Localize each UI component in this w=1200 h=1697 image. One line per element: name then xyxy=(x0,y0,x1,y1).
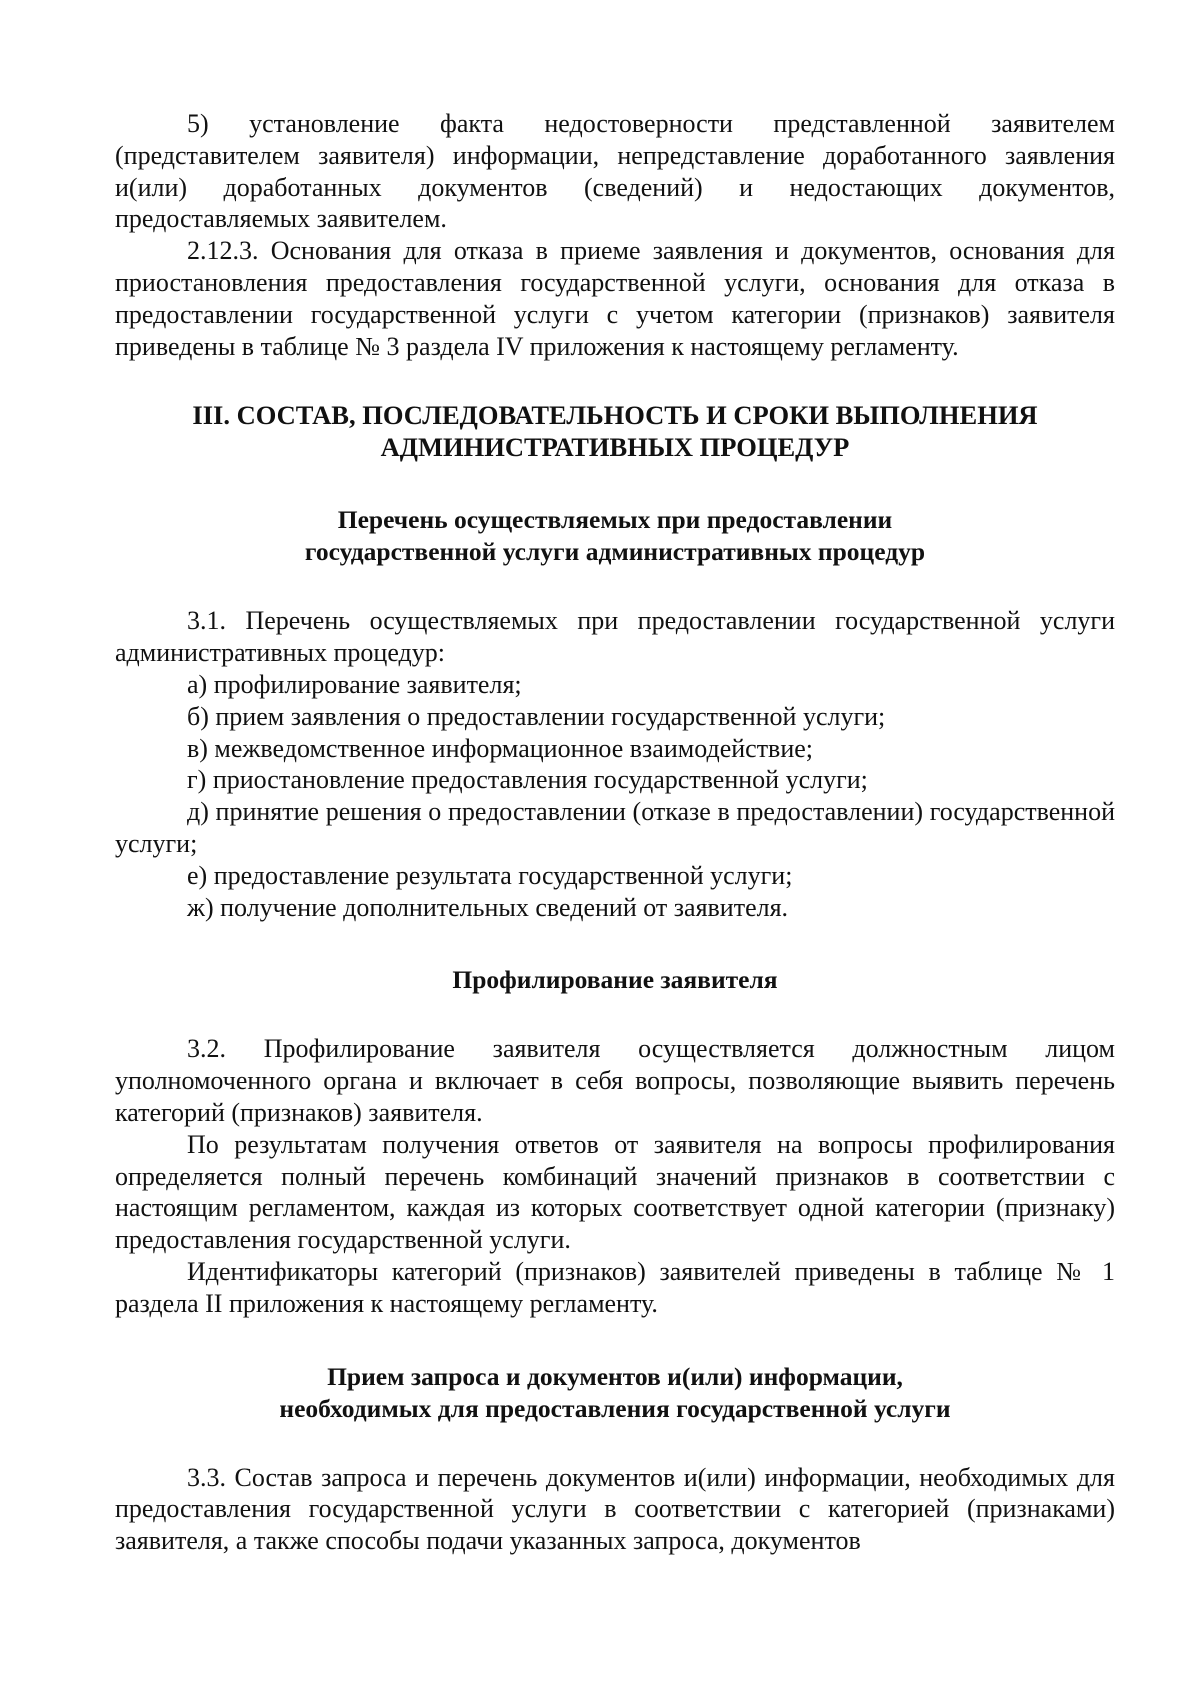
paragraph-3-3: 3.3. Состав запроса и перечень документов и(или) информации, необходимых для предоставления государственной услуги в соответствии с категорией (признаками) заявителя, а также способы подачи указанных запроса, документов xyxy=(115,1462,1115,1556)
list-item-g: г) приостановление предоставления государственной услуги; xyxy=(187,765,868,795)
subheading-request-intake-line-1: Прием запроса и документов и(или) информации, xyxy=(327,1361,903,1391)
paragraph-3-2-results: По результатам получения ответов от заявителя на вопросы профилирования определяется полный перечень комбинаций значений признаков в соответствии с настоящим регламентом, каждая из которых соответствует одной категории (признаку) предоставления государственной услуги. xyxy=(115,1129,1115,1255)
list-item-b: б) прием заявления о предоставлении государственной услуги; xyxy=(187,701,886,731)
list-item-v: в) межведомственное информационное взаимодействие; xyxy=(187,733,814,763)
section-3-title-line-2: АДМИНИСТРАТИВНЫХ ПРОЦЕДУР xyxy=(380,432,850,463)
subheading-profiling xyxy=(115,964,1115,996)
subheading-procedures-list-line-1: Перечень осуществляемых при предоставлении xyxy=(337,505,893,535)
document-page xyxy=(115,108,1115,1557)
procedures-list-block xyxy=(115,605,1115,923)
subheading-procedures-list xyxy=(115,504,1115,568)
paragraph-2-12-3: 2.12.3. Основания для отказа в приеме заявления и документов, основания для приостановления предоставления государственной услуги, основания для отказа в предоставлении государственной услуги с учетом категории (признаков) заявителя приведены в таблице № 3 раздела IV приложения к настоящему регламенту. xyxy=(115,236,1115,361)
request-intake-block xyxy=(115,1462,1115,1557)
paragraph-3-2: 3.2. Профилирование заявителя осуществляется должностным лицом уполномоченного органа и включает в себя вопросы, позволяющие выявить перечень категорий (признаков) заявителя. xyxy=(115,1034,1115,1127)
paragraph-2-12-2-item-5: 5) установление факта недостоверности представленной заявителем (представителем заявителя) информации, непредставление доработанного заявления и(или) доработанных документов (сведений) и недостающих документов, предоставляемых заявителем. xyxy=(115,109,1115,234)
subheading-profiling-text: Профилирование заявителя xyxy=(452,965,778,995)
list-item-e: е) предоставление результата государственной услуги; xyxy=(187,860,793,890)
section-3-title-line-1: III. СОСТАВ, ПОСЛЕДОВАТЕЛЬНОСТЬ И СРОКИ ВЫПОЛНЕНИЯ xyxy=(192,400,1038,431)
subheading-request-intake-line-2: необходимых для предоставления государственной услуги xyxy=(279,1393,951,1423)
subheading-request-intake xyxy=(115,1361,1115,1425)
list-item-a: а) профилирование заявителя; xyxy=(187,669,522,699)
list-item-d: д) принятие решения о предоставлении (отказе в предоставлении) государственной услуги; xyxy=(115,797,1115,858)
paragraph-3-1: 3.1. Перечень осуществляемых при предоставлении государственной услуги административных процедур: xyxy=(115,606,1115,668)
list-item-zh: ж) получение дополнительных сведений от заявителя. xyxy=(187,892,789,922)
paragraph-3-2-identifiers: Идентификаторы категорий (признаков) заявителей приведены в таблице № 1 раздела II приложения к настоящему регламенту. xyxy=(115,1256,1115,1318)
subheading-procedures-list-line-2: государственной услуги административных процедур xyxy=(304,537,926,567)
section-3-title xyxy=(115,399,1115,463)
profiling-block xyxy=(115,1033,1115,1319)
